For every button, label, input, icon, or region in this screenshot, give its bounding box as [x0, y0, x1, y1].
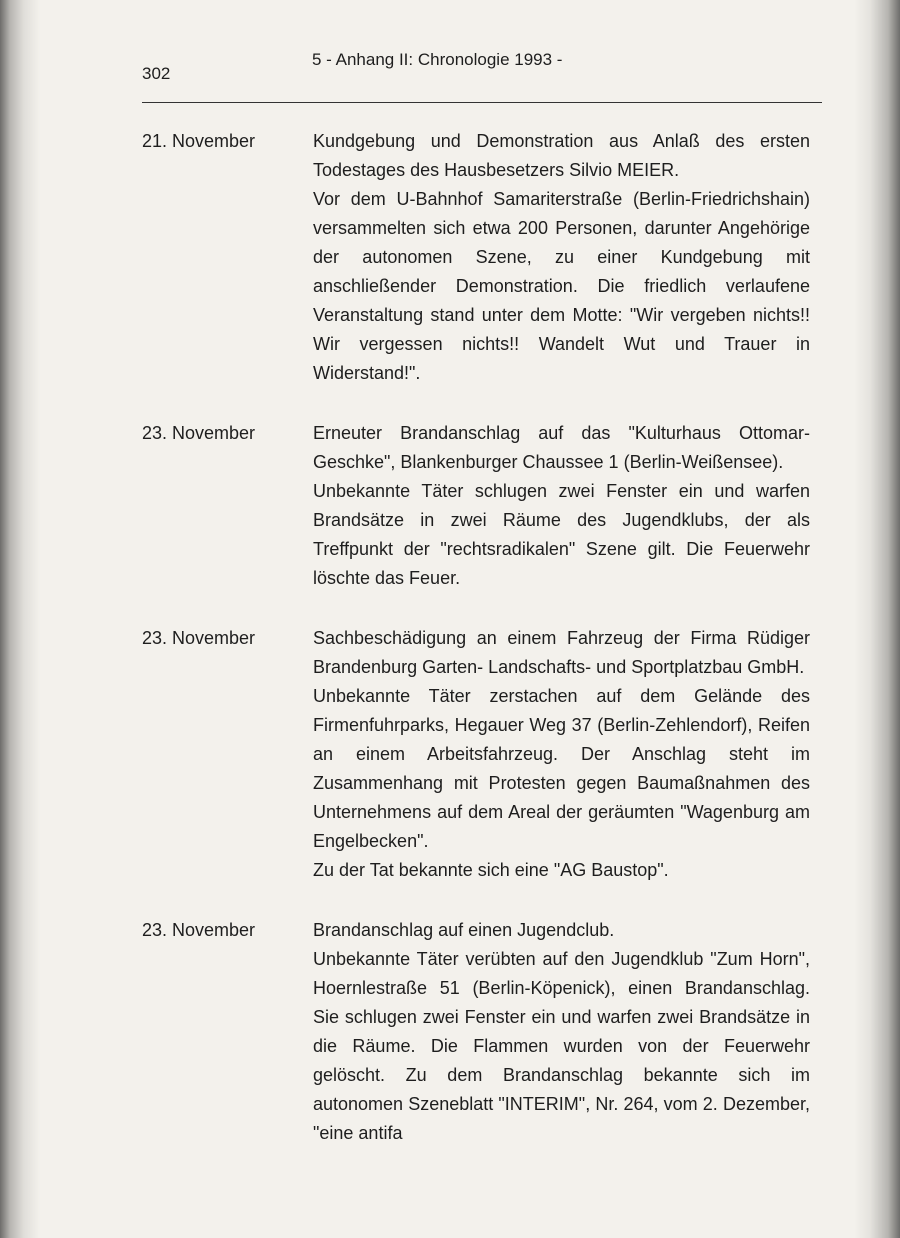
- entry-paragraph: Kundgebung und Demonstration aus Anlaß des ersten Todestages des Hausbesetzers Silvio MEIER.: [313, 131, 810, 180]
- entry-text: [313, 916, 810, 1148]
- entry-paragraph: Unbekannte Täter zerstachen auf dem Gelände des Firmenfuhrparks, Hegauer Weg 37 (Berlin-Zehlendorf), Reifen an einem Arbeitsfahrzeug. Der Anschlag steht im Zusammenhang mit Protesten gegen Baumaßnahmen des Unternehmens auf dem Areal der geräumten "Wagenburg am Engelbecken".: [313, 686, 810, 851]
- entry-paragraph: Brandanschlag auf einen Jugendclub.: [313, 920, 615, 940]
- entry-date: 23. November: [142, 628, 256, 648]
- entry-text: [313, 624, 810, 885]
- header-rule: [142, 102, 822, 103]
- entry-paragraph: Unbekannte Täter verübten auf den Jugendklub "Zum Horn", Hoernlestraße 51 (Berlin-Köpenick), einen Brandanschlag. Sie schlugen zwei Fenster ein und warfen zwei Brandsätze in die Räume. Die Flammen wurden von der Feuerwehr gelöscht. Zu dem Brandanschlag bekannte sich im autonomen Szeneblatt "INTERIM", Nr. 264, vom 2. Dezember, "eine antifa: [313, 949, 810, 1143]
- entry-paragraph: Unbekannte Täter schlugen zwei Fenster ein und warfen Brandsätze in zwei Räume des Jugendklubs, der als Treffpunkt der "rechtsradikalen" Szene gilt. Die Feuerwehr löschte das Feuer.: [313, 481, 810, 588]
- entry-paragraph: Zu der Tat bekannte sich eine "AG Baustop".: [313, 860, 669, 880]
- chronology-entry: [142, 419, 810, 593]
- entry-date: 23. November: [142, 920, 256, 940]
- chronology-entry: [142, 916, 810, 1148]
- chronology-entries: [142, 127, 810, 1179]
- chronology-entry: [142, 624, 810, 885]
- running-head: 5 - Anhang II: Chronologie 1993 -: [312, 50, 563, 69]
- entry-text: [313, 419, 810, 593]
- entry-text: [313, 127, 810, 388]
- entry-paragraph: Vor dem U-Bahnhof Samariterstraße (Berlin-Friedrichshain) versammelten sich etwa 200 Personen, darunter Angehörige der autonomen Szene, zu einer Kundgebung mit anschließender Demonstration. Die friedlich verlaufene Veranstaltung stand unter dem Motte: "Wir vergeben nichts!! Wir vergessen nichts!! Wandelt Wut und Trauer in Widerstand!".: [313, 189, 810, 383]
- page-number: 302: [142, 64, 171, 83]
- entry-date: 21. November: [142, 131, 256, 151]
- entry-paragraph: Erneuter Brandanschlag auf das "Kulturhaus Ottomar-Geschke", Blankenburger Chaussee 1 (Berlin-Weißensee).: [313, 423, 810, 472]
- entry-paragraph: Sachbeschädigung an einem Fahrzeug der Firma Rüdiger Brandenburg Garten- Landschafts- und Sportplatzbau GmbH.: [313, 628, 810, 677]
- entry-date: 23. November: [142, 423, 256, 443]
- chronology-entry: [142, 127, 810, 388]
